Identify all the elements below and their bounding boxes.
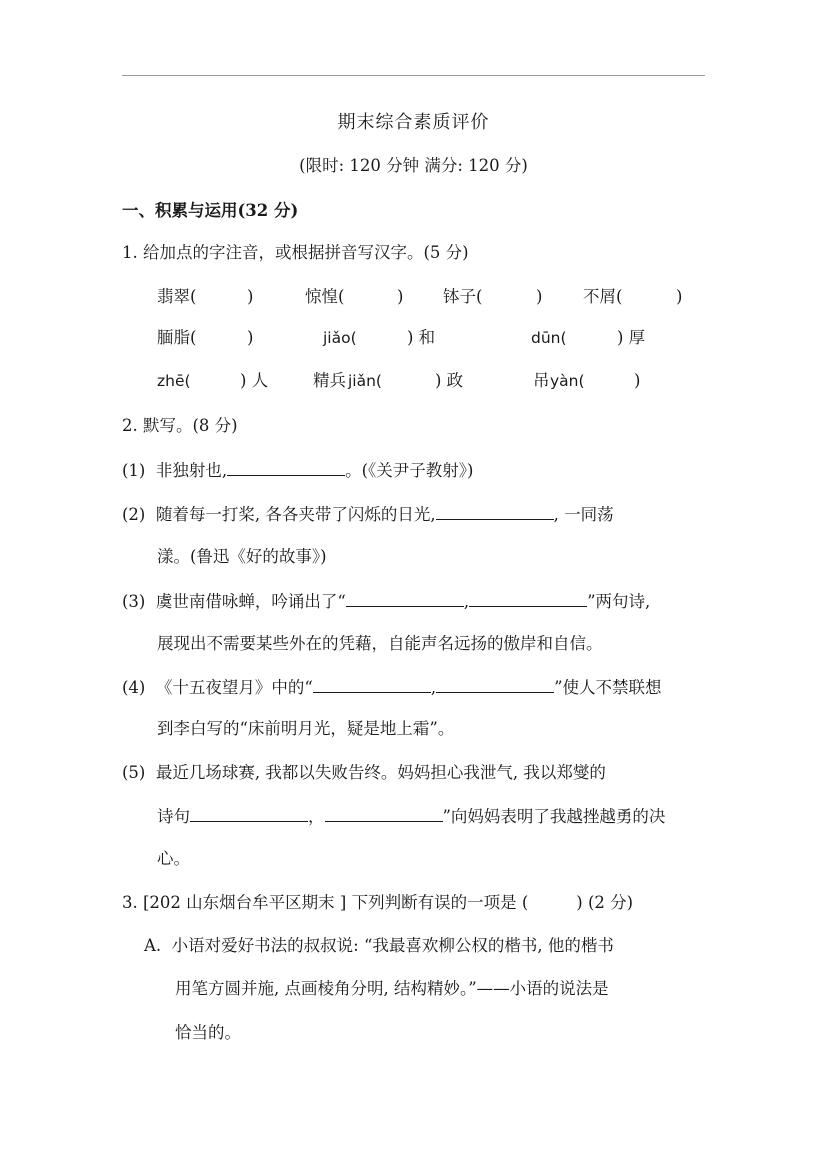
q1-close-paren: ) <box>247 287 254 306</box>
q1-close-paren: ) <box>676 287 683 306</box>
q1-close-paren: ) <box>247 328 254 347</box>
q2-item-number: (2) <box>122 505 146 524</box>
q1-pinyin-yan: yàn( <box>550 372 585 390</box>
q1-close-paren: ) <box>536 287 543 306</box>
answer-blank[interactable] <box>190 805 308 822</box>
answer-blank[interactable] <box>227 459 345 476</box>
q2-item-number: (3) <box>122 592 146 611</box>
q2-item-number: (4) <box>122 678 146 697</box>
q1-pinyin-jiao: jiǎo( <box>323 329 357 347</box>
q1-stem: 1. 给加点的字注音，或根据拼音写汉字。(5 分) <box>122 243 469 262</box>
q1-item-jinghuang: 惊惶( <box>305 287 345 306</box>
q1-item-bozi: 钵子( <box>443 287 483 306</box>
answer-blank[interactable] <box>436 676 554 693</box>
q1-suffix-hou: ) 厚 <box>617 328 646 347</box>
q3-option-a-line2: 用笔方圆并施, 点画棱角分明, 结构精妙。”——小语的说法是 <box>175 979 609 998</box>
q1-close-paren: ) <box>634 371 641 390</box>
answer-blank[interactable] <box>346 590 464 607</box>
q1-item-buxie: 不屑( <box>583 287 623 306</box>
answer-blank[interactable] <box>313 676 431 693</box>
q2-item-2: (2) 随着每一打桨, 各各夹带了闪烁的日光, , 一同荡 <box>122 505 614 524</box>
q2-item-4-cont: 到李白写的“床前明月光，疑是地上霜”。 <box>157 719 455 738</box>
q1-pinyin-jian: jiǎn( <box>348 372 382 390</box>
q3-option-a[interactable]: A. 小语对爱好书法的叔叔说: “我最喜欢柳公权的楷书, 他的楷书 <box>144 936 614 955</box>
header-rule <box>122 75 705 76</box>
section-heading: 一、积累与运用(32 分) <box>122 201 299 220</box>
q1-prefix-diao: 吊 <box>533 371 550 390</box>
answer-blank[interactable] <box>325 805 443 822</box>
q3-stem: 3. [202 山东烟台牟平区期末 ] 下列判断有误的一项是 ( ) (2 分) <box>122 893 634 912</box>
q1-close-paren: ) <box>397 287 404 306</box>
q2-item-5-cont: 诗句 ， ”向妈妈表明了我越挫越勇的决 <box>157 807 666 826</box>
q1-suffix-he: ) 和 <box>407 328 436 347</box>
q3-option-a-line3: 恰当的。 <box>175 1023 241 1042</box>
q1-pinyin-dun: dūn( <box>531 329 567 347</box>
exam-limits: (限时: 120 分钟 满分: 120 分) <box>299 156 528 175</box>
q2-item-1: (1) 非独射也, 。(《关尹子教射》) <box>122 461 474 480</box>
q1-pinyin-zhe: zhē( <box>157 372 191 390</box>
q2-item-3-cont: 展现出不需要某些外在的凭藉，自能声名远扬的傲岸和自信。 <box>157 634 603 653</box>
q2-item-2-cont: 漾。(鲁迅《好的故事》) <box>157 547 327 566</box>
q2-item-3: (3) 虞世南借咏蝉，吟诵出了“ , ”两句诗, <box>122 592 651 611</box>
q1-prefix-jingbing: 精兵 <box>313 371 346 390</box>
q2-item-number: (1) <box>122 461 146 480</box>
q1-suffix-zheng: ) 政 <box>435 371 464 390</box>
answer-blank[interactable] <box>469 590 587 607</box>
q2-stem: 2. 默写。(8 分) <box>122 416 238 435</box>
q2-item-4: (4) 《十五夜望月》中的“ , ”使人不禁联想 <box>122 678 662 697</box>
page-title: 期末综合素质评价 <box>337 112 490 133</box>
q2-item-number: (5) <box>122 763 146 782</box>
option-label: A. <box>144 936 162 955</box>
answer-blank[interactable] <box>436 503 554 520</box>
q1-suffix-ren: ) 人 <box>240 371 269 390</box>
q1-item-feicui: 翡翠( <box>157 287 197 306</box>
q1-item-mianzhi: 腼脂( <box>157 328 197 347</box>
q2-item-5: (5) 最近几场球赛, 我都以失败告终。妈妈担心我泄气, 我以郑燮的 <box>122 763 606 782</box>
q2-item-5-end: 心。 <box>157 849 190 868</box>
